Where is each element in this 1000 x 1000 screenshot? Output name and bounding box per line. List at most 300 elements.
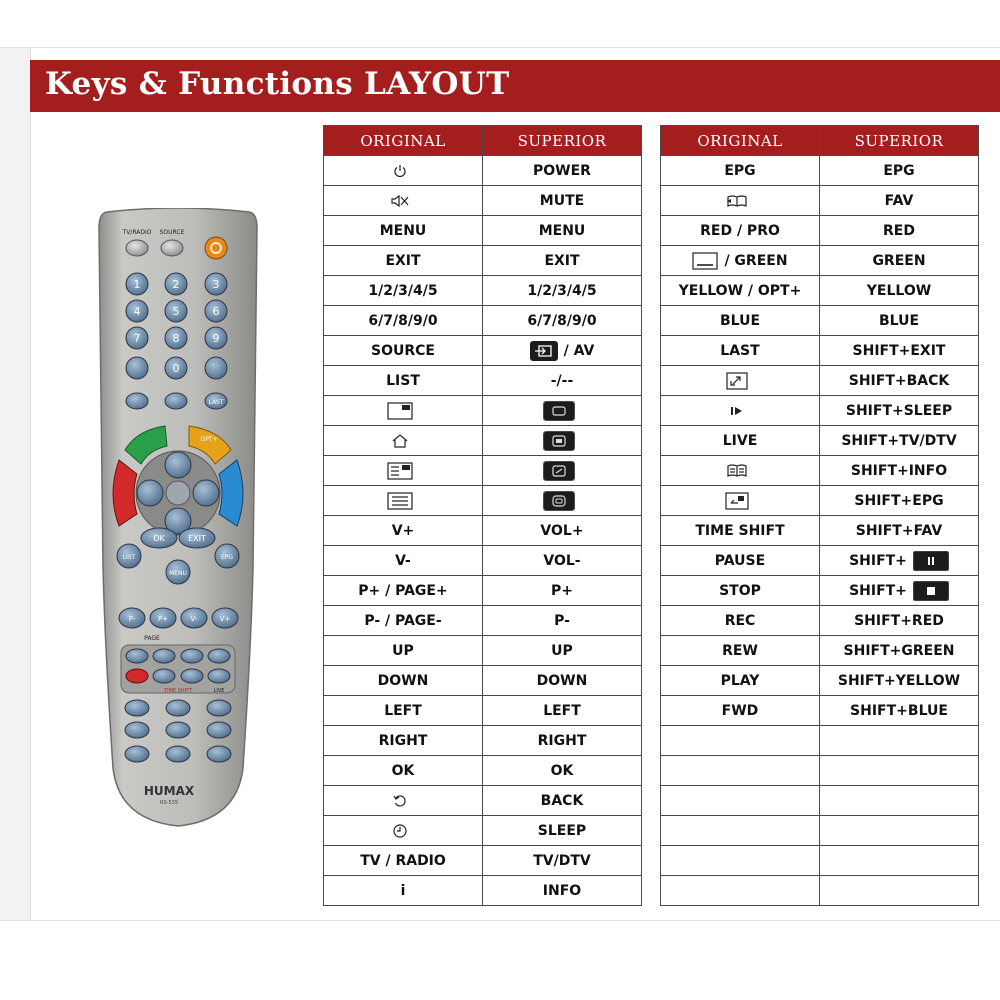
cell-content	[392, 163, 414, 179]
cell-content	[725, 492, 755, 510]
cell-text: UP	[392, 642, 414, 659]
table-row	[324, 816, 642, 846]
remote-brand: HUMAX	[143, 784, 195, 798]
cell-content	[851, 463, 947, 479]
original-cell	[324, 516, 483, 546]
original-cell	[324, 276, 483, 306]
cell-text: i	[400, 882, 406, 899]
top-strip	[0, 0, 1000, 48]
original-cell	[661, 726, 820, 756]
original-cell	[324, 636, 483, 666]
cell-content	[380, 223, 427, 239]
cell-content	[849, 581, 949, 601]
remote-volch-label: V-	[190, 615, 198, 623]
cell-text: POWER	[533, 162, 591, 179]
cell-content	[387, 402, 419, 420]
cell-text: RED / PRO	[700, 222, 780, 239]
table-row	[324, 846, 642, 876]
cell-content	[723, 433, 758, 449]
original-cell	[661, 546, 820, 576]
table-row	[324, 216, 642, 246]
cell-text: V+	[391, 522, 415, 539]
cell-text: FAV	[884, 192, 914, 209]
superior-cell	[483, 846, 642, 876]
original-cell	[661, 366, 820, 396]
superior-cell	[820, 816, 979, 846]
superior-cell	[820, 696, 979, 726]
cell-text: YELLOW	[866, 282, 932, 299]
cell-text: DOWN	[377, 672, 429, 689]
remote-digit-label: 1	[133, 278, 141, 291]
superior-cell	[483, 636, 642, 666]
superior-cell	[820, 336, 979, 366]
superior-cell	[483, 276, 642, 306]
remote-bottom-keys	[125, 700, 231, 762]
table-row	[324, 276, 642, 306]
remote-function-key	[125, 722, 149, 738]
original-cell	[324, 576, 483, 606]
subtitle-icon	[692, 252, 718, 270]
superior-cell	[820, 606, 979, 636]
table-row	[324, 246, 642, 276]
humax-remote	[97, 208, 259, 830]
cell-text: LEFT	[384, 702, 422, 719]
remote-info-key	[126, 393, 148, 409]
cell-content	[371, 343, 435, 359]
table-row	[661, 276, 979, 306]
cell-text: 6/7/8/9/0	[527, 312, 597, 329]
cell-text: BLUE	[878, 312, 920, 329]
remote-digit-key	[126, 357, 148, 379]
remote-exit-label: EXIT	[188, 534, 206, 543]
superior-cell	[820, 636, 979, 666]
cell-text: SHIFT+SLEEP	[845, 402, 953, 419]
remote-dpad-center	[166, 481, 190, 505]
superior-cell	[483, 186, 642, 216]
original-cell	[324, 156, 483, 186]
remote-digit-label: 9	[212, 332, 220, 345]
cell-content	[392, 823, 414, 839]
table-row	[324, 336, 642, 366]
remote-function-key	[166, 700, 190, 716]
original-cell	[324, 366, 483, 396]
table-row	[324, 456, 642, 486]
table-row	[661, 426, 979, 456]
remote-illustration	[97, 208, 259, 830]
cell-content	[844, 643, 955, 659]
original-cell	[324, 246, 483, 276]
table-row	[661, 816, 979, 846]
superior-cell	[820, 456, 979, 486]
remote-transport-key	[208, 649, 230, 663]
remote-mute-key	[165, 393, 187, 409]
remote-source-key	[161, 240, 183, 256]
cell-content	[841, 433, 956, 449]
cell-content	[719, 583, 761, 599]
superior-cell	[820, 276, 979, 306]
cell-text: P+ / PAGE+	[358, 582, 448, 599]
remote-page-label: PAGE	[144, 635, 160, 642]
cell-content	[849, 551, 949, 571]
remote-menu-label: MENU	[169, 570, 187, 577]
cell-text: SHIFT+RED	[854, 612, 944, 629]
table-row	[324, 876, 642, 906]
superior-cell	[483, 816, 642, 846]
cell-text: SHIFT+	[849, 552, 907, 569]
cell-text: SHIFT+EPG	[854, 492, 944, 509]
table-row	[324, 516, 642, 546]
teletext-icon	[387, 492, 413, 510]
cell-content	[368, 283, 437, 299]
superior-cell	[820, 156, 979, 186]
cell-text: SHIFT+GREEN	[843, 642, 955, 659]
cell-text: PLAY	[720, 672, 760, 689]
cell-text: SHIFT+TV/DTV	[841, 432, 957, 449]
audio-icon	[725, 492, 749, 510]
remote-dpad-up	[165, 452, 191, 478]
cell-content	[540, 193, 584, 209]
cell-content	[386, 373, 420, 389]
table-row	[661, 576, 979, 606]
cell-content	[384, 703, 422, 719]
cell-content	[551, 583, 573, 599]
table-row	[661, 876, 979, 906]
cell-content	[692, 252, 787, 270]
remote-ok-label: OK	[153, 534, 165, 543]
cell-content	[872, 253, 925, 269]
original-cell	[661, 516, 820, 546]
cell-text: VOL+	[540, 522, 584, 539]
cell-text: V-	[395, 552, 411, 569]
superior-cell	[483, 426, 642, 456]
remote-digit-label: 3	[212, 278, 220, 291]
cell-content	[854, 613, 944, 629]
superior-cell	[483, 336, 642, 366]
cell-text: TV / RADIO	[360, 852, 446, 869]
superior-cell	[820, 846, 979, 876]
cell-text: BLUE	[719, 312, 761, 329]
cell-text: REC	[724, 612, 756, 629]
original-cell	[661, 636, 820, 666]
remote-digit-label: 7	[133, 332, 141, 345]
table-row	[661, 396, 979, 426]
header-superior: SUPERIOR	[820, 126, 979, 156]
cell-content	[838, 673, 960, 689]
bottom-strip	[0, 920, 1000, 1000]
cell-content	[720, 313, 760, 329]
superior-cell	[820, 726, 979, 756]
superior-cell	[820, 366, 979, 396]
superior-cell	[820, 756, 979, 786]
cell-content	[551, 643, 573, 659]
header-original: ORIGINAL	[324, 126, 483, 156]
table-row	[324, 156, 642, 186]
table-row	[661, 336, 979, 366]
table-row	[324, 606, 642, 636]
remote-volch-label: P-	[128, 615, 136, 623]
table-header-row	[661, 126, 979, 156]
superior-cell	[820, 576, 979, 606]
table-row	[324, 786, 642, 816]
remote-epg-label: EPG	[220, 554, 234, 561]
remote-opt-label: OPT+	[200, 436, 218, 443]
cell-content	[695, 523, 784, 539]
cell-text: OK	[550, 762, 574, 779]
cell-text: DOWN	[536, 672, 588, 689]
original-cell	[661, 846, 820, 876]
cell-text: SHIFT+INFO	[850, 462, 948, 479]
dark-key-4-icon	[543, 491, 575, 511]
table-row	[324, 426, 642, 456]
original-cell	[324, 216, 483, 246]
cell-content	[390, 193, 416, 209]
original-cell	[324, 606, 483, 636]
table-row	[661, 306, 979, 336]
table-row	[324, 576, 642, 606]
superior-cell	[820, 486, 979, 516]
superior-cell	[820, 396, 979, 426]
table-row	[324, 666, 642, 696]
original-cell	[661, 336, 820, 366]
cell-text: EPG	[724, 162, 756, 179]
cell-text: YELLOW / OPT+	[678, 282, 802, 299]
table-row	[661, 186, 979, 216]
original-cell	[324, 306, 483, 336]
remote-last-label: LAST	[208, 399, 224, 406]
original-cell	[661, 396, 820, 426]
cell-text: FWD	[721, 702, 759, 719]
table-row	[661, 546, 979, 576]
original-cell	[661, 816, 820, 846]
remote-transport-key	[126, 649, 148, 663]
superior-cell	[820, 426, 979, 456]
original-cell	[324, 666, 483, 696]
original-cell	[661, 666, 820, 696]
remote-label-tvradio: TV/RADIO	[122, 229, 152, 236]
cell-text: SHIFT+FAV	[855, 522, 943, 539]
cell-content	[722, 703, 759, 719]
cell-text: 1/2/3/4/5	[527, 282, 597, 299]
cell-content	[543, 553, 580, 569]
remote-function-key	[125, 746, 149, 762]
cell-content	[360, 853, 446, 869]
table-row	[324, 186, 642, 216]
original-cell	[661, 306, 820, 336]
cell-content	[539, 223, 586, 239]
cell-content	[543, 703, 581, 719]
table-header-row	[324, 126, 642, 156]
cell-content	[368, 313, 437, 329]
cell-content	[554, 613, 570, 629]
cell-content	[700, 223, 780, 239]
cell-content	[715, 553, 765, 569]
power-icon	[392, 163, 408, 179]
cell-content	[721, 673, 760, 689]
cell-content	[527, 283, 596, 299]
cell-content	[883, 163, 914, 179]
remote-dpad-right	[193, 480, 219, 506]
table-row	[661, 216, 979, 246]
cell-text: 1/2/3/4/5	[368, 282, 438, 299]
cell-text: / GREEN	[724, 252, 788, 269]
cell-content	[722, 643, 758, 659]
header-superior: SUPERIOR	[483, 126, 642, 156]
cell-text: RIGHT	[378, 732, 428, 749]
table-row	[661, 456, 979, 486]
keys-table-left	[323, 125, 642, 906]
cell-text: MUTE	[539, 192, 585, 209]
cell-text: LIST	[386, 372, 420, 389]
superior-cell	[483, 216, 642, 246]
remote-function-key	[125, 700, 149, 716]
slow-play-icon	[728, 404, 746, 418]
cell-content	[854, 493, 943, 509]
table-row	[324, 306, 642, 336]
remote-power-key	[205, 237, 227, 259]
cell-content	[543, 401, 581, 421]
header-original: ORIGINAL	[661, 126, 820, 156]
original-cell	[661, 576, 820, 606]
cell-text: EXIT	[385, 252, 421, 269]
cell-text: EPG	[883, 162, 915, 179]
superior-cell	[483, 726, 642, 756]
remote-tvradio-key	[126, 240, 148, 256]
cell-content	[392, 523, 415, 539]
table-row	[661, 246, 979, 276]
resize-icon	[726, 372, 748, 390]
cell-content	[530, 341, 595, 361]
cell-content	[379, 733, 428, 749]
remote-volch-label: V+	[219, 615, 231, 623]
cell-content	[364, 613, 441, 629]
original-cell	[661, 216, 820, 246]
cell-content	[392, 793, 414, 809]
page-title: Keys & Functions LAYOUT	[45, 66, 510, 102]
text-pip-icon	[387, 462, 413, 480]
cell-text: VOL-	[543, 552, 581, 569]
cell-text: GREEN	[872, 252, 926, 269]
cell-content	[856, 523, 943, 539]
mute-icon	[390, 193, 410, 209]
pip-icon	[387, 402, 413, 420]
original-cell	[661, 876, 820, 906]
superior-cell	[483, 366, 642, 396]
cell-content	[849, 373, 949, 389]
cell-text: LEFT	[543, 702, 581, 719]
table-row	[324, 636, 642, 666]
table-row	[661, 666, 979, 696]
remote-label-source: SOURCE	[159, 229, 185, 236]
remote-dpad-left	[137, 480, 163, 506]
remote-list-label: LIST	[122, 554, 136, 561]
table-row	[661, 516, 979, 546]
superior-cell	[483, 666, 642, 696]
remote-function-key	[166, 746, 190, 762]
remote-live-label: LIVE	[213, 688, 225, 694]
table-row	[324, 546, 642, 576]
cell-text: 6/7/8/9/0	[368, 312, 438, 329]
remote-transport-key	[208, 669, 230, 683]
remote-transport-key	[181, 669, 203, 683]
superior-cell	[483, 756, 642, 786]
cell-content	[543, 461, 581, 481]
cell-text: / AV	[563, 342, 595, 359]
superior-cell	[820, 876, 979, 906]
cell-content	[883, 223, 915, 239]
superior-cell	[820, 666, 979, 696]
remote-model: RS-535	[160, 800, 178, 806]
superior-cell	[820, 216, 979, 246]
cell-text: MENU	[379, 222, 427, 239]
cell-text: UP	[551, 642, 573, 659]
original-cell	[661, 606, 820, 636]
cell-text: P+	[551, 582, 573, 599]
cell-text: REW	[722, 642, 758, 659]
cell-content	[551, 373, 574, 389]
original-cell	[661, 696, 820, 726]
cell-text: SHIFT+BACK	[848, 372, 950, 389]
cell-text: TIME SHIFT	[695, 522, 785, 539]
sleep-icon	[392, 823, 408, 839]
remote-digit-key	[205, 357, 227, 379]
dark-key-3-icon	[543, 461, 575, 481]
cell-content	[392, 643, 414, 659]
remote-volch-label: P+	[157, 615, 169, 623]
cell-content	[724, 163, 755, 179]
cell-content	[538, 823, 586, 839]
superior-cell	[820, 546, 979, 576]
superior-cell	[483, 156, 642, 186]
superior-cell	[483, 486, 642, 516]
cell-content	[387, 492, 419, 510]
original-cell	[324, 816, 483, 846]
remote-digit-label: 4	[133, 305, 141, 318]
original-cell	[661, 246, 820, 276]
cell-text: MENU	[538, 222, 586, 239]
cell-text: LAST	[720, 342, 760, 359]
cell-content	[679, 283, 802, 299]
original-cell	[661, 156, 820, 186]
remote-rec-key	[126, 669, 148, 683]
original-cell	[324, 486, 483, 516]
cell-content	[358, 583, 447, 599]
cell-content	[544, 253, 579, 269]
original-cell	[324, 876, 483, 906]
remote-timeshift-label: TIME SHIFT	[164, 688, 192, 694]
cell-content	[846, 403, 952, 419]
table-row	[324, 486, 642, 516]
cell-content	[538, 733, 587, 749]
superior-cell	[820, 306, 979, 336]
cell-content	[725, 193, 755, 209]
original-cell	[661, 426, 820, 456]
left-margin	[0, 48, 30, 920]
table-row	[324, 366, 642, 396]
superior-cell	[483, 516, 642, 546]
superior-cell	[483, 876, 642, 906]
keys-table-right	[660, 125, 979, 906]
table-row	[661, 696, 979, 726]
cell-content	[726, 372, 754, 390]
superior-cell	[820, 186, 979, 216]
table-row	[661, 366, 979, 396]
superior-cell	[483, 396, 642, 426]
cell-content	[726, 463, 754, 479]
cell-content	[720, 343, 759, 359]
cell-content	[391, 433, 415, 449]
original-cell	[324, 456, 483, 486]
superior-cell	[820, 516, 979, 546]
